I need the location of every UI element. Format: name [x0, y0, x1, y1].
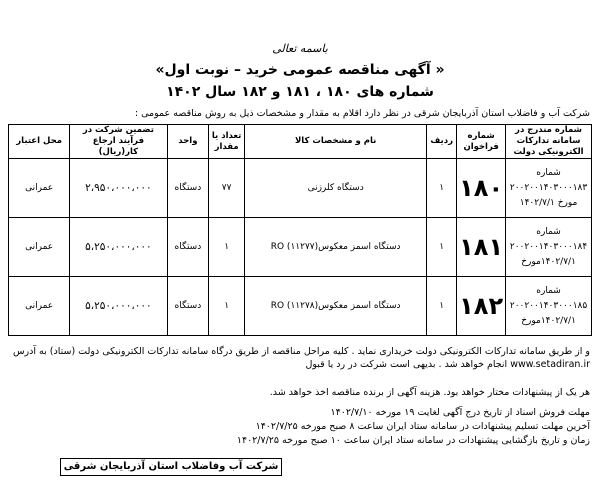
body-paragraph-submit-deadline: آخرین مهلت تسلیم پیشنهادات در سامانه ستاد ایران ساعت ۸ صبح مورخه ۱۴۰۲/۷/۲۵ — [255, 421, 590, 432]
quantity: ۱ — [209, 218, 245, 277]
basmala-heading: باسمه تعالی — [272, 42, 328, 55]
row-number: ۱ — [427, 218, 457, 277]
header-item-name: نام و مشخصات کالا — [245, 125, 427, 159]
header-reg-number: شماره مندرج در سامانه تدارکات الکترونیکی دولت — [506, 125, 592, 159]
call-number: ۱۸۰ — [457, 159, 506, 218]
unit: دستگاه — [167, 159, 209, 218]
table-row — [9, 159, 592, 218]
guarantee-amount: ۵،۲۵۰،۰۰۰،۰۰۰ — [70, 218, 167, 277]
item-name: دستگاه اسمز معکوسRO (۱۱۲۷۷) — [245, 218, 427, 277]
item-name: دستگاه کلرزنی — [245, 159, 427, 218]
reg-label: شماره — [536, 285, 561, 296]
intro-text: شرکت آب و فاضلاب استان آذربایجان شرقی در نظر دارد اقلام به مقدار و مشخصات ذیل به روش مناقصه عمومی : — [134, 108, 590, 119]
reg-label: شماره — [536, 226, 561, 237]
body-paragraph-fees: هر یک از پیشنهادات مختار خواهد بود. هزینه آگهی از برنده مناقصه اخذ خواهد شد. — [269, 387, 590, 398]
reg-label: شماره — [536, 167, 561, 178]
table-row — [9, 277, 592, 336]
reg-cell — [506, 277, 592, 336]
reg-number: ۲۰۰۲۰۰۱۴۰۳۰۰۰۱۸۴ — [509, 241, 588, 252]
unit: دستگاه — [167, 218, 209, 277]
credit-source: عمرانی — [9, 277, 70, 336]
header-credit: محل اعتبار — [9, 125, 70, 159]
table-row — [9, 218, 592, 277]
notice-title: « آگهی مناقصه عمومی خرید – نوبت اول» — [155, 62, 445, 78]
call-number: ۱۸۲ — [457, 277, 506, 336]
unit: دستگاه — [167, 277, 209, 336]
body-paragraph-opening-time: زمان و تاریخ بازگشایی پیشنهادات در سامانه ستاد ایران ساعت ۱۰ صبح مورخه ۱۴۰۲/۷/۲۵ — [236, 435, 590, 446]
item-name: دستگاه اسمز معکوسRO (۱۱۲۷۸) — [245, 277, 427, 336]
company-signature-box: شرکت آب وفاضلاب استان آذربایجان شرقی — [60, 458, 282, 476]
quantity: ۷۷ — [209, 159, 245, 218]
body-paragraph-sale-deadline: مهلت فروش اسناد از تاریخ درج آگهی لغایت ۱۹ مورخه ۱۴۰۲/۷/۱۰ — [330, 407, 590, 418]
credit-source: عمرانی — [9, 159, 70, 218]
header-quantity: تعداد یا مقدار — [209, 125, 245, 159]
reg-date: مورخ ۱۴۰۲/۷/۱ — [519, 197, 578, 208]
table-header-row — [9, 125, 592, 159]
reg-date: ۱۴۰۲/۷/۱مورخ — [521, 256, 576, 267]
reg-number: ۲۰۰۲۰۰۱۴۰۳۰۰۰۱۸۵ — [509, 300, 588, 311]
header-call-number: شماره فراخوان — [457, 125, 506, 159]
guarantee-amount: ۵،۲۵۰،۰۰۰،۰۰۰ — [70, 277, 167, 336]
notice-subtitle: شماره های ۱۸۰ ، ۱۸۱ و ۱۸۲ سال ۱۴۰۲ — [166, 84, 434, 100]
row-number: ۱ — [427, 277, 457, 336]
reg-cell — [506, 218, 592, 277]
quantity: ۱ — [209, 277, 245, 336]
header-unit: واحد — [167, 125, 209, 159]
row-number: ۱ — [427, 159, 457, 218]
body-paragraph-portal: و از طریق سامانه تدارکات الکترونیکی دولت خریداری نماید . کلیه مراحل مناقصه از طریق درگاه سامانه تدارکات الکترونیکی دولت (ستاد) به آدرس www.setadiran.ir انجام خواهد شد . بدیهی است شرکت در رد یا قبول — [12, 346, 590, 370]
guarantee-amount: ۲،۹۵۰،۰۰۰،۰۰۰ — [70, 159, 167, 218]
tender-table — [8, 124, 592, 336]
reg-cell — [506, 159, 592, 218]
credit-source: عمرانی — [9, 218, 70, 277]
header-guarantee: تضمین شرکت در فرآیند ارجاع کار(ریال) — [70, 125, 167, 159]
reg-number: ۲۰۰۲۰۰۱۴۰۳۰۰۰۱۸۳ — [509, 182, 588, 193]
reg-date: ۱۴۰۲/۷/۱مورخ — [521, 315, 576, 326]
header-row-number: ردیف — [427, 125, 457, 159]
call-number: ۱۸۱ — [457, 218, 506, 277]
